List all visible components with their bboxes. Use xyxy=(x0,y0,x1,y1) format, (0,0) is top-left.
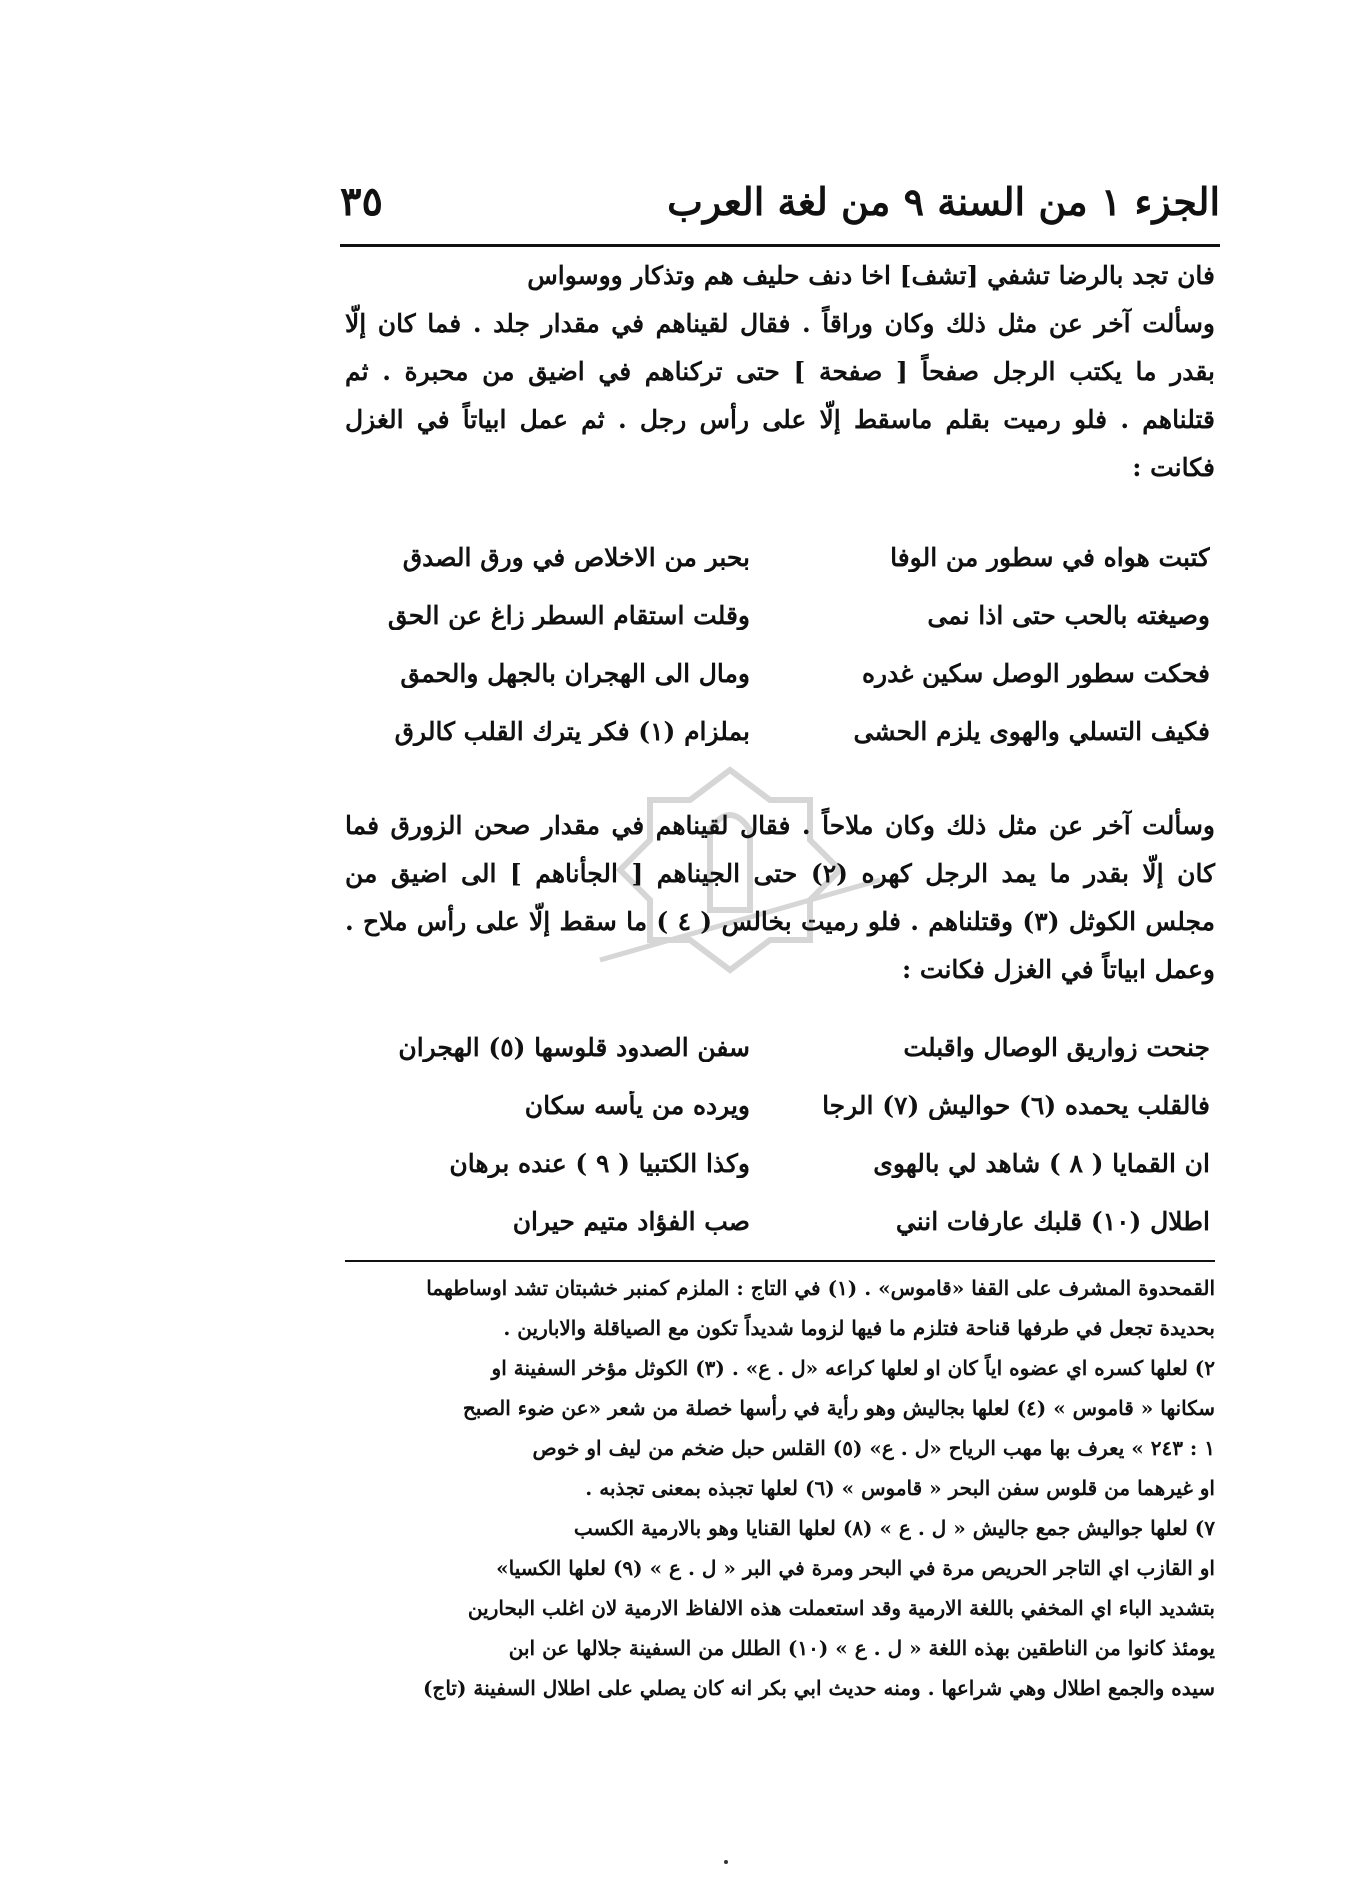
footnote-line: او القازب اي التاجر الحريص مرة في البحر ومرة في البر « ل . ع » (٩) لعلها الكسيا» xyxy=(496,1556,1215,1580)
verse-hemistich-2: وقلت استقام السطر زاغ عن الحق xyxy=(387,600,750,630)
verse-row xyxy=(360,1134,1210,1192)
footnote-rule xyxy=(345,1260,1215,1262)
verse-hemistich-1: اطلال (١٠) قلبك عارفات انني xyxy=(895,1206,1210,1236)
verse-hemistich-1: فحكت سطور الوصل سكين غدره xyxy=(861,658,1210,688)
page-header xyxy=(340,168,1220,234)
paragraph-text: وسألت آخر عن مثل ذلك وكان وراقاً . فقال لقيناهم في مقدار جلد . فما كان إلّا بقدر ما يكتب الرجل صفحاً [ صفحة ] حتى تركناهم في اضيق من محبرة . ثم قتلناهم . فلو رميت بقلم ماسقط إلّا على رأس رجل . ثم عمل ابياتاً في الغزل فكانت : xyxy=(345,309,1215,482)
verse-hemistich-1: فالقلب يحمده (٦) حواليش (٧) الرجا xyxy=(822,1090,1210,1120)
verse-hemistich-1: كتبت هواه في سطور من الوفا xyxy=(890,542,1210,572)
verse-hemistich-2: ومال الى الهجران بالجهل والحمق xyxy=(400,658,750,688)
verse-line: فان تجد بالرضا تشفي [تشف] اخا دنف حليف هم وتذكار ووسواس xyxy=(527,261,1215,290)
verse-row xyxy=(360,644,1210,702)
verse-row xyxy=(360,1076,1210,1134)
print-speck xyxy=(724,1860,728,1864)
verse-hemistich-2: وكذا الكتبيا ( ٩ ) عنده برهان xyxy=(449,1148,750,1178)
poem-1 xyxy=(360,528,1210,760)
verse-row xyxy=(360,1192,1210,1250)
watermark-stamp-icon xyxy=(560,760,900,980)
poem-2 xyxy=(360,1018,1210,1250)
opening-verse-line xyxy=(345,252,1215,300)
verse-hemistich-1: فكيف التسلي والهوى يلزم الحشى xyxy=(853,716,1210,746)
footnote-line: بتشديد الباء اي المخفي باللغة الارمية وقد استعملت هذه الالفاظ الارمية لان اغلب البحارين xyxy=(467,1596,1215,1620)
footnote-line: ٧) لعلها جواليش جمع جاليش « ل . ع » (٨) لعلها القنايا وهو بالارمية الكسب xyxy=(573,1516,1215,1540)
header-rule xyxy=(340,244,1220,247)
verse-hemistich-2: ويرده من يأسه سكان xyxy=(524,1090,750,1120)
footnote-line: سيده والجمع اطلال وهي شراعها . ومنه حديث ابي بكر انه كان يصلي على اطلال السفينة (تاج) xyxy=(422,1676,1215,1700)
footnote-line: او غيرهما من قلوس سفن البحر « قاموس » (٦) لعلها تجبذه بمعنى تجذبه . xyxy=(585,1476,1215,1500)
verse-row xyxy=(360,528,1210,586)
paragraph-1 xyxy=(345,300,1215,492)
footnote-line: ٢) لعلها كسره اي عضوه اياً كان او لعلها كراعه «ل . ع» . (٣) الكوثل مؤخر السفينة او xyxy=(491,1356,1215,1380)
verse-hemistich-2: بحبر من الاخلاص في ورق الصدق xyxy=(402,542,750,572)
verse-hemistich-2: صب الفؤاد متيم حيران xyxy=(512,1206,750,1236)
footnote-line: سكانها « قاموس » (٤) لعلها بجاليش وهو رأية في رأسها خصلة من شعر «عن ضوء الصبح xyxy=(462,1396,1215,1420)
running-title: الجزء ١ من السنة ٩ من لغة العرب xyxy=(667,178,1220,224)
footnote-line: بحديدة تجعل في طرفها قناحة فتلزم ما فيها لزوما شديداً تكون مع الصياقلة والابارين . xyxy=(503,1316,1215,1340)
verse-row xyxy=(360,1018,1210,1076)
footnote-line: ١ : ٢٤٣ » يعرف بها مهب الرياح «ل . ع» (٥) القلس حبل ضخم من ليف او خوص xyxy=(532,1436,1215,1460)
verse-hemistich-1: وصيغته بالحب حتى اذا نمى xyxy=(927,600,1210,630)
footnote-line: القمحدوة المشرف على القفا «قاموس» . (١) في التاج : الملزم كمنبر خشبتان تشد اوساطهما xyxy=(426,1276,1215,1300)
verse-hemistich-2: بملزام (١) فكر يترك القلب كالرق xyxy=(394,716,750,746)
verse-hemistich-1: جنحت زواريق الوصال واقبلت xyxy=(903,1032,1210,1062)
footnotes xyxy=(345,1268,1215,1708)
footnote-line: يومئذ كانوا من الناطقين بهذه اللغة « ل . ع » (١٠) الطلل من السفينة جلالها عن ابن xyxy=(508,1636,1215,1660)
verse-hemistich-2: سفن الصدود قلوسها (٥) الهجران xyxy=(398,1032,750,1062)
paragraph-text: وسألت آخر عن مثل ذلك وكان ملاحاً . فقال لقيناهم في مقدار صحن الزورق فما كان إلّا بقدر ما يمد الرجل كهره (٢) حتى الجيناهم [ الجأناهم ] الى اضيق من مجلس الكوثل (٣) وقتلناهم . فلو رميت بخالس ( ٤ ) ما سقط إلّا على رأس ملاح . وعمل ابياتاً في الغزل فكانت : xyxy=(345,811,1216,984)
verse-row xyxy=(360,586,1210,644)
verse-row xyxy=(360,702,1210,760)
page-number: ٣٥ xyxy=(340,177,383,225)
verse-hemistich-1: ان القمايا ( ٨ ) شاهد لي بالهوى xyxy=(873,1148,1210,1178)
